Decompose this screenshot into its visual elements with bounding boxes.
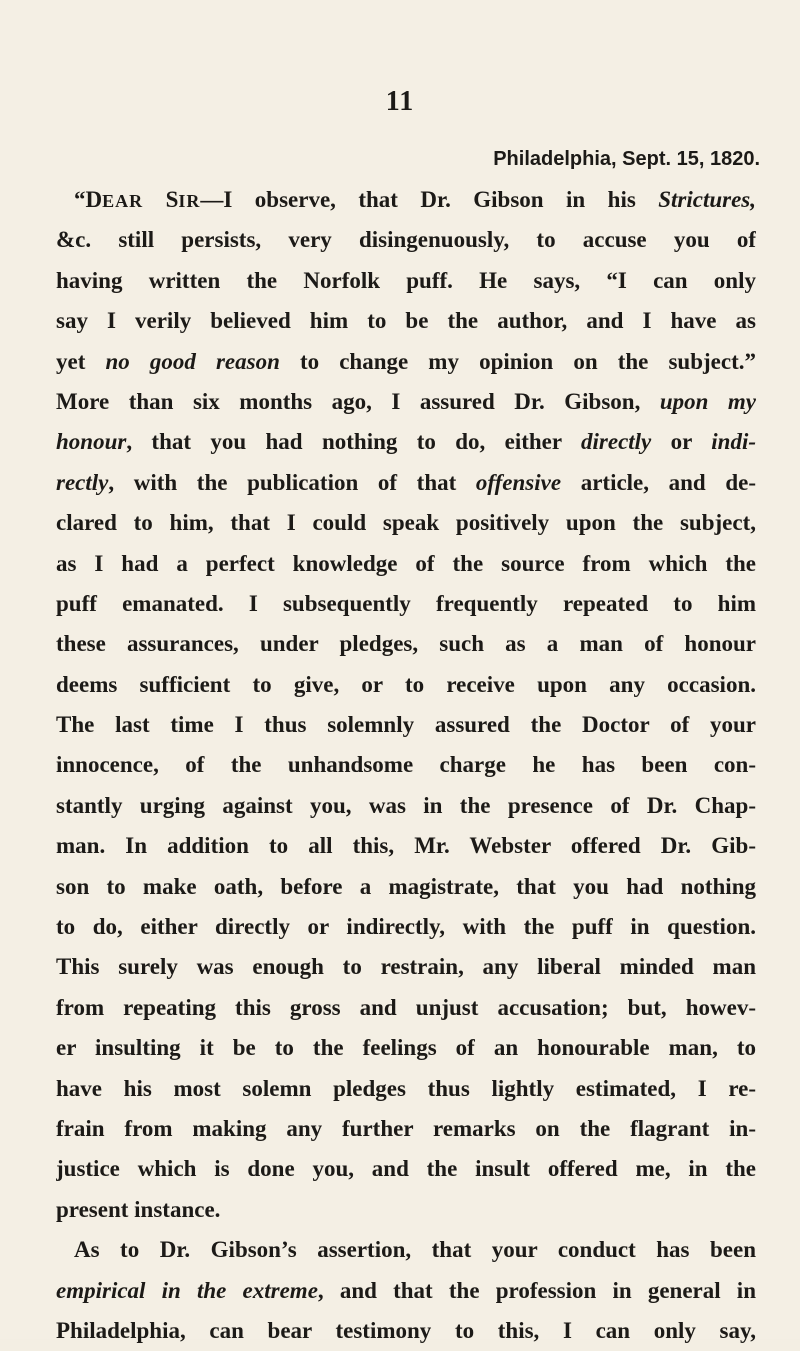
text-line: have his most solemn pledges thus lightly estimated, I re-	[56, 1075, 756, 1101]
text-line: As to Dr. Gibson’s assertion, that your conduct has been	[74, 1237, 756, 1263]
text-line: say I verily believed him to be the author, and I have as	[56, 308, 756, 334]
text-line: frain from making any further remarks on the flagrant in-	[56, 1115, 756, 1141]
text-line: justice which is done you, and the insult offered me, in the	[56, 1156, 756, 1182]
text-line: Philadelphia, can bear testimony to this, I can only say,	[56, 1317, 756, 1343]
text-line: &c. still persists, very disingenuously, to accuse you of	[56, 227, 756, 253]
text-line: to do, either directly or indirectly, with the puff in question.	[56, 914, 756, 940]
page-number: 11	[385, 86, 415, 117]
letter-body	[56, 180, 756, 1351]
text-line: deems sufficient to give, or to receive upon any occasion.	[56, 671, 756, 697]
text-line: from repeating this gross and unjust accusation; but, howev-	[56, 994, 756, 1020]
text-line: More than six months ago, I assured Dr. Gibson, upon my	[56, 388, 756, 414]
text-line: stantly urging against you, was in the presence of Dr. Chap-	[56, 792, 756, 818]
text-line: “DEAR SIR—I observe, that Dr. Gibson in his Strictures,	[74, 187, 756, 212]
text-line: these assurances, under pledges, such as a man of honour	[56, 631, 756, 657]
text-line: present instance.	[56, 1196, 221, 1222]
text-line: as I had a perfect knowledge of the source from which the	[56, 550, 756, 576]
text-line: puff emanated. I subsequently frequently repeated to him	[56, 590, 756, 616]
text-line: son to make oath, before a magistrate, that you had nothing	[56, 873, 756, 899]
text-line: having written the Norfolk puff. He says, “I can only	[56, 267, 756, 293]
text-line: The last time I thus solemnly assured the Doctor of your	[56, 712, 756, 738]
text-line: er insulting it be to the feelings of an honourable man, to	[56, 1035, 756, 1061]
text-line: innocence, of the unhandsome charge he has been con-	[56, 752, 756, 778]
text-line: clared to him, that I could speak positively upon the subject,	[56, 510, 756, 536]
text-line: rectly, with the publication of that offensive article, and de-	[56, 469, 756, 495]
text-line: yet no good reason to change my opinion on the subject.”	[56, 348, 756, 374]
text-line: empirical in the extreme, and that the profession in general in	[56, 1277, 756, 1303]
dateline: Philadelphia, Sept. 15, 1820.	[493, 148, 760, 170]
text-line: man. In addition to all this, Mr. Webster offered Dr. Gib-	[56, 833, 756, 859]
text-line: This surely was enough to restrain, any liberal minded man	[56, 954, 756, 980]
text-line: honour, that you had nothing to do, either directly or indi-	[56, 429, 756, 455]
